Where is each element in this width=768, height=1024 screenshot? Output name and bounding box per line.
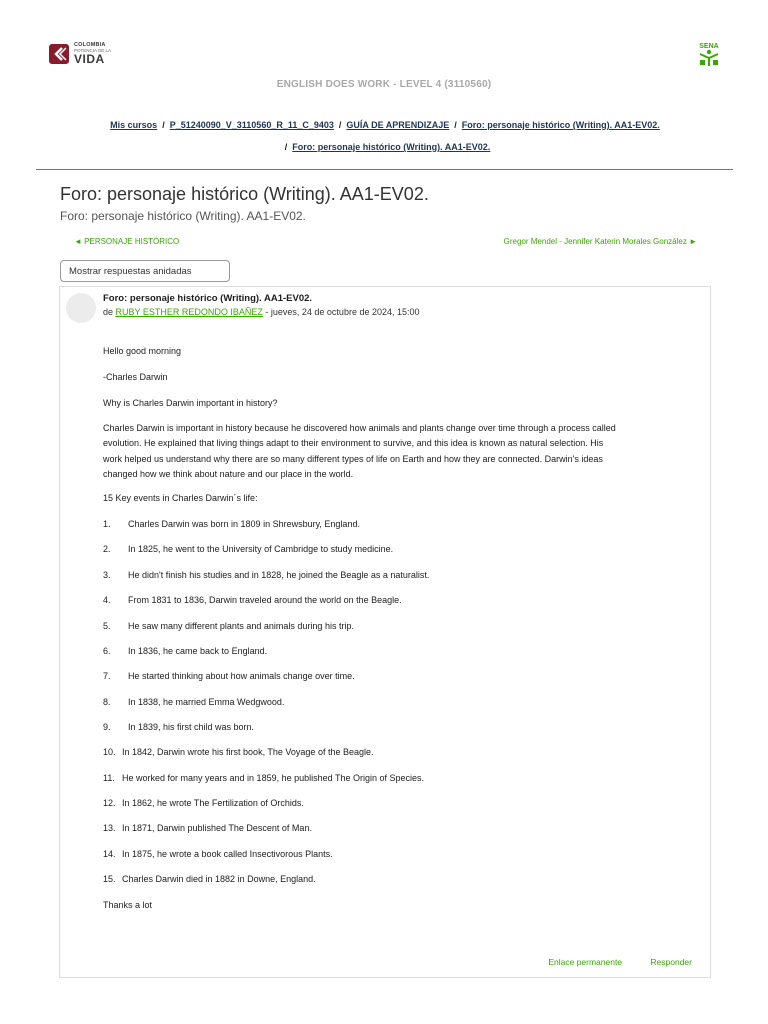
page-title: Foro: personaje histórico (Writing). AA1-EV02. [60,184,429,204]
list-item: 7. He started thinking about how animals change over time. [103,671,355,681]
post-byline [103,307,420,317]
breadcrumb-separator: / [284,142,288,152]
post-greeting: Hello good morning [103,346,182,356]
events-heading: 15 Key events in Charles Darwin´s life: [103,493,258,503]
list-item: 13. In 1871, Darwin published The Descent of Man. [103,823,312,833]
sena-logo-icon[interactable] [694,40,724,68]
post-character: -Charles Darwin [103,372,168,382]
breadcrumb [60,114,710,158]
post-by-label: de [103,307,114,317]
breadcrumb-forum-discussion[interactable]: Foro: personaje histórico (Writing). AA1-EV02. [292,142,491,152]
breadcrumb-separator: / [454,120,457,130]
list-item: 2. In 1825, he went to the University of Cambridge to study medicine. [103,544,394,554]
paragraph-line: Charles Darwin is important in history because he discovered how animals and plants change over time through a process called [103,423,616,433]
logo-line-3: VIDA [74,52,105,66]
paragraph-line: work helped us understand why there are so many different types of life on Earth and how they are connected. Darwin's ideas [103,453,603,464]
list-item: 12. In 1862, he wrote The Fertilization of Orchids. [103,798,304,808]
breadcrumb-forum[interactable]: Foro: personaje histórico (Writing). AA1-EV02. [461,120,660,130]
avatar[interactable] [66,293,96,323]
svg-text:SENA: SENA [699,43,719,50]
list-item: 11. He worked for many years and in 1859, he published The Origin of Species. [103,773,425,783]
list-item: 10. In 1842, Darwin wrote his first book, The Voyage of the Beagle. [103,747,374,757]
prev-discussion-link[interactable]: ◄ PERSONAJE HISTÓRICO [74,237,180,246]
list-item: 4. From 1831 to 1836, Darwin traveled around the world on the Beagle. [103,595,402,605]
page-subtitle: Foro: personaje histórico (Writing). AA1-EV02. [60,209,306,223]
paragraph-line: evolution. He explained that living things adapt to their environment to survive, and this idea is known as natural selection. His [103,438,604,449]
reply-link[interactable]: Responder [650,957,692,967]
breadcrumb-separator: / [162,120,165,130]
list-item: 6. In 1836, he came back to England. [103,646,268,656]
list-item: 3. He didn't finish his studies and in 1828, he joined the Beagle as a naturalist. [103,570,430,580]
list-item: 1. Charles Darwin was born in 1809 in Shrewsbury, England. [103,519,360,529]
permalink-link[interactable]: Enlace permanente [548,957,623,967]
logo-line-2: POTENCIA DE LA [74,47,112,53]
breadcrumb-course-code[interactable]: P_51240090_V_3110560_R_11_C_9403 [169,120,334,130]
paragraph-line: changed how we think about nature and our place in the world. [103,468,354,479]
post-paragraph [103,421,703,482]
breadcrumb-separator: / [338,120,342,130]
list-item: 15. Charles Darwin died in 1882 in Downe, England. [103,874,316,884]
post-author-link[interactable]: RUBY ESTHER REDONDO IBAÑEZ [115,307,263,317]
colombia-logo[interactable] [48,41,128,67]
breadcrumb-my-courses[interactable]: Mis cursos [110,120,158,130]
post-closing: Thanks a lot [103,900,153,910]
post-subject: Foro: personaje histórico (Writing). AA1-EV02. [103,293,313,304]
logo-line-1: COLOMBIA [74,42,106,48]
forum-post [59,286,711,978]
list-item: 14. In 1875, he wrote a book called Insectivorous Plants. [103,849,333,859]
list-item: 9. In 1839, his first child was born. [103,722,255,732]
post-date: - jueves, 24 de octubre de 2024, 15:00 [262,307,420,317]
breadcrumb-learning-guide[interactable]: GUÍA DE APRENDIZAJE [346,120,450,130]
list-item: 8. In 1838, he married Emma Wedgwood. [103,697,285,707]
display-mode-select[interactable]: Mostrar respuestas anidadas [60,260,230,282]
course-title: ENGLISH DOES WORK - LEVEL 4 (3110560) [276,79,492,90]
next-discussion-link[interactable]: Gregor Mendel - Jennifer Katerin Morales González ► [503,237,697,246]
list-item: 5. He saw many different plants and animals during his trip. [103,621,354,631]
post-question: Why is Charles Darwin important in history? [103,398,278,408]
post-actions [522,957,692,967]
header-divider [36,169,733,170]
colombia-logo-mark-icon [48,43,70,65]
